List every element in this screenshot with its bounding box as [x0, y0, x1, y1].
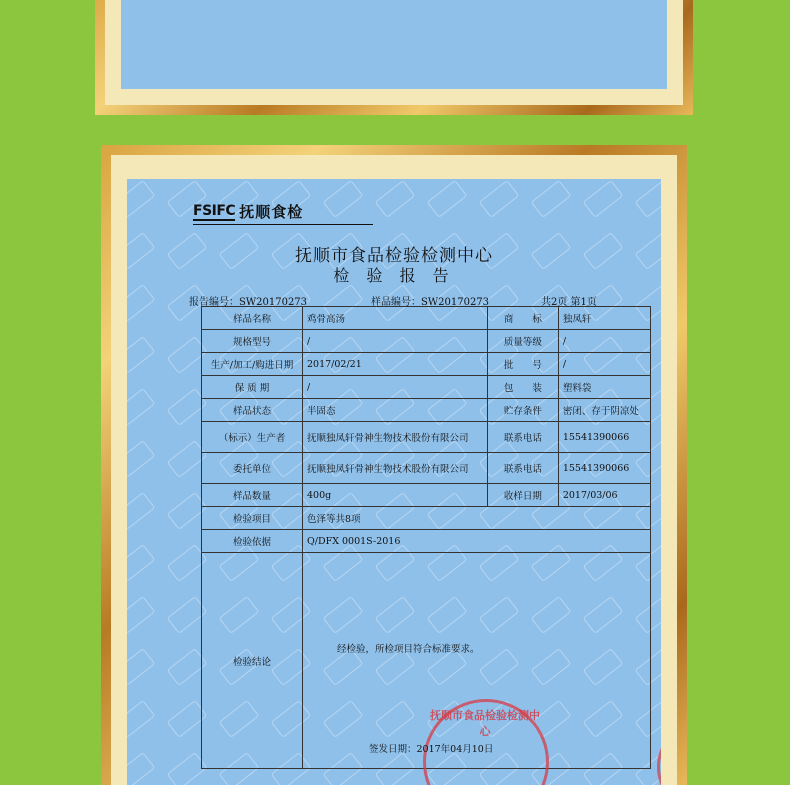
signature-date: 签发日期：2017年04月10日 [369, 744, 494, 755]
watermark-mark [323, 180, 364, 218]
field-label: 收样日期 [487, 484, 558, 507]
field-value: 密闭、存于阴凉处 [558, 399, 650, 422]
field-value: 15541390066 [558, 453, 650, 484]
field-label: 批 号 [487, 353, 558, 376]
watermark-mark [127, 440, 155, 478]
table-row [202, 330, 651, 353]
field-value: 2017/03/06 [558, 484, 650, 507]
field-label: 质量等级 [487, 330, 558, 353]
field-label: 包 装 [487, 376, 558, 399]
field-value: 半固态 [303, 399, 488, 422]
field-value: / [558, 330, 650, 353]
table-row [202, 422, 651, 453]
field-label: 保 质 期 [202, 376, 303, 399]
field-value: 2017/02/21 [303, 353, 488, 376]
watermark-mark [127, 544, 155, 582]
field-label: （标示）生产者 [202, 422, 303, 453]
table-row [202, 353, 651, 376]
watermark-mark [127, 284, 155, 322]
report-table [201, 306, 651, 769]
logo-underline [193, 224, 373, 225]
field-label: 生产/加工/购进日期 [202, 353, 303, 376]
table-row [202, 484, 651, 507]
field-value: 15541390066 [558, 422, 650, 453]
watermark-mark [375, 180, 416, 218]
seal-text: 抚顺市食品检验检测中心 [430, 709, 540, 738]
inspection-report-document [127, 179, 661, 785]
watermark-mark [531, 180, 572, 218]
field-value: 400g [303, 484, 488, 507]
conclusion-row: 检验结论 [202, 553, 651, 769]
watermark-mark [583, 180, 624, 218]
field-label: 联系电话 [487, 453, 558, 484]
field-value: / [303, 376, 488, 399]
sample-number: 样品编号：SW20170273 [371, 297, 490, 308]
table-row [202, 376, 651, 399]
field-value: 塑料袋 [558, 376, 650, 399]
field-label: 联系电话 [487, 422, 558, 453]
watermark-mark [127, 180, 155, 218]
table-row [202, 307, 651, 330]
table-row: 检验项目 色泽等共8项 [202, 507, 651, 530]
watermark-mark [427, 180, 468, 218]
watermark-mark [127, 752, 155, 785]
field-label: 样品名称 [202, 307, 303, 330]
field-value: 独凤轩 [558, 307, 650, 330]
report-number: 报告编号：SW20170273 [189, 297, 308, 308]
table-row: 检验依据 Q/DFX 0001S-2016 [202, 530, 651, 553]
watermark-mark [479, 180, 520, 218]
table-row [202, 453, 651, 484]
watermark-mark [127, 336, 155, 374]
watermark-mark [635, 180, 661, 218]
field-value: / [558, 353, 650, 376]
watermark-mark [127, 648, 155, 686]
table-row [202, 399, 651, 422]
field-value: 鸡骨高汤 [303, 307, 488, 330]
top-certificate-frame [95, 0, 693, 115]
field-value: / [303, 330, 488, 353]
conclusion-text: 经检验，所检项目符合标准要求。 [337, 644, 480, 655]
field-label: 委托单位 [202, 453, 303, 484]
field-label: 规格型号 [202, 330, 303, 353]
fsifc-logo: FSIFC 抚顺食检 [193, 202, 304, 221]
field-label: 贮存条件 [487, 399, 558, 422]
field-value: 抚顺独凤轩骨神生物技术股份有限公司 [303, 453, 488, 484]
report-certificate-frame [101, 145, 687, 785]
page-count: 共2页 第1页 [541, 297, 597, 308]
field-label: 样品状态 [202, 399, 303, 422]
watermark-mark [127, 700, 155, 738]
watermark-mark [127, 596, 155, 634]
field-value: 抚顺独凤轩骨神生物技术股份有限公司 [303, 422, 488, 453]
center-name: 抚顺市食品检验检测中心 [295, 246, 493, 266]
field-label: 样品数量 [202, 484, 303, 507]
watermark-mark [127, 388, 155, 426]
watermark-mark [127, 492, 155, 530]
field-label: 商 标 [487, 307, 558, 330]
report-title: 检 验 报 告 [333, 266, 455, 285]
